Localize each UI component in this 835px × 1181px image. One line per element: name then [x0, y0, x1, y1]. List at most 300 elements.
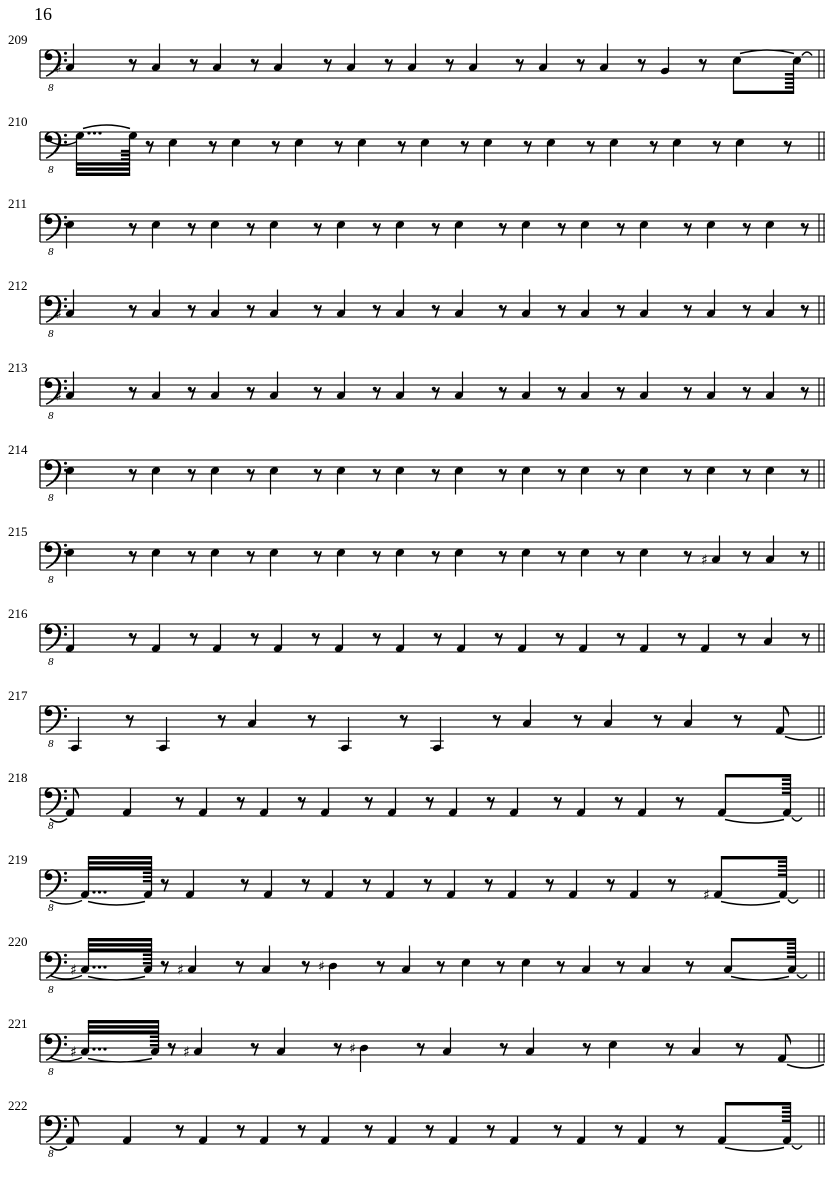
- eighth-rest-icon: [129, 633, 133, 637]
- eighth-rest-icon: [129, 387, 133, 391]
- stem: [328, 1117, 329, 1140]
- eighth-rest-icon: [558, 469, 562, 473]
- tie: [50, 142, 77, 146]
- quarter-note: [156, 717, 170, 752]
- eighth-rest-icon: [499, 305, 503, 309]
- augmentation-dot: [93, 131, 96, 134]
- stem: [66, 472, 67, 495]
- eighth-flag: [74, 1116, 79, 1128]
- quarter-note: [407, 44, 417, 72]
- quarter-note: [765, 290, 775, 318]
- eighth-rest-icon: [363, 879, 367, 883]
- beam: [88, 943, 152, 946]
- stem: [271, 871, 272, 894]
- quarter-note: [576, 1117, 586, 1145]
- tie: [83, 125, 130, 129]
- stem: [547, 144, 548, 167]
- eighth-rest-icon: [802, 633, 806, 637]
- measure-number: 215: [8, 524, 28, 539]
- eighth-rest-icon: [373, 223, 377, 227]
- quarter-note: [765, 372, 775, 400]
- sharp-icon: ♯: [183, 1044, 190, 1061]
- eighth-rest-icon: [365, 1125, 369, 1129]
- stem: [344, 372, 345, 395]
- stem: [130, 789, 131, 812]
- quarter-note: [269, 220, 279, 248]
- quarter-note: [448, 789, 458, 817]
- quarter-note: [395, 548, 405, 576]
- eighth-rest-icon: [373, 305, 377, 309]
- stem: [773, 290, 774, 313]
- eighth-rest-icon: [188, 223, 192, 227]
- bass-clef-icon: [64, 715, 67, 718]
- quarter-note: [700, 625, 710, 653]
- stem: [159, 372, 160, 395]
- quarter-note: [576, 789, 586, 817]
- partial-beam: [782, 778, 791, 781]
- stem: [725, 1102, 726, 1141]
- beam: [88, 866, 152, 869]
- eighth-flag: [784, 706, 789, 718]
- eighth-rest-icon: [500, 1043, 504, 1047]
- partial-beam: [782, 1120, 791, 1123]
- bass-clef-icon: [64, 1125, 67, 1128]
- stem: [721, 856, 722, 895]
- stem: [270, 472, 271, 495]
- eighth-rest-icon: [298, 1125, 302, 1129]
- quarter-note: [65, 625, 75, 653]
- eighth-rest-icon: [302, 961, 306, 965]
- eighth-rest-icon: [499, 223, 503, 227]
- eighth-rest-icon: [684, 305, 688, 309]
- partial-beam: [778, 874, 787, 877]
- eighth-rest-icon: [577, 59, 581, 63]
- quarter-note: [637, 789, 647, 817]
- eighth-rest-icon: [607, 879, 611, 883]
- partial-beam: [121, 150, 130, 152]
- partial-beam: [787, 956, 796, 959]
- stem: [201, 1028, 202, 1051]
- eighth-rest-icon: [743, 387, 747, 391]
- measure-number: 220: [8, 934, 28, 949]
- quarter-note: [65, 220, 75, 248]
- eighth-rest-icon: [801, 387, 805, 391]
- stem: [725, 774, 726, 813]
- quarter-note: [395, 220, 405, 248]
- quarter-note: [706, 466, 716, 494]
- quarter-note: [454, 290, 464, 318]
- stem: [403, 372, 404, 395]
- stem: [462, 964, 463, 987]
- measure-number: 210: [8, 114, 28, 129]
- eighth-rest-icon: [188, 551, 192, 555]
- stem: [73, 44, 74, 67]
- stem: [328, 789, 329, 812]
- eighth-rest-icon: [426, 1125, 430, 1129]
- stem: [708, 625, 709, 648]
- eighth-rest-icon: [241, 879, 245, 883]
- quarter-note: [198, 789, 208, 817]
- quarter-note: [448, 1117, 458, 1145]
- measure-number: 217: [8, 688, 28, 703]
- stem: [277, 290, 278, 313]
- stem: [529, 372, 530, 395]
- eighth-rest-icon: [558, 223, 562, 227]
- eighth-rest-icon: [801, 305, 805, 309]
- eighth-rest-icon: [129, 223, 133, 227]
- quarter-note: [580, 466, 590, 494]
- partial-beam: [782, 792, 791, 795]
- bass-clef-icon: [64, 633, 67, 636]
- beam: [88, 1020, 159, 1023]
- quarter-note: [629, 871, 639, 899]
- eighth-rest-icon: [554, 1125, 558, 1129]
- stem: [329, 967, 330, 990]
- octave-8-label: 8: [48, 328, 54, 340]
- tie: [731, 977, 789, 981]
- eighth-rest-icon: [373, 469, 377, 473]
- beam: [721, 856, 787, 859]
- quarter-note: [521, 958, 531, 986]
- eighth-rest-icon: [743, 223, 747, 227]
- tie: [792, 1146, 802, 1150]
- stem: [211, 226, 212, 249]
- measure-number: 218: [8, 770, 28, 785]
- stem: [640, 554, 641, 577]
- stem: [396, 472, 397, 495]
- tie: [797, 975, 807, 979]
- quarter-note: [430, 717, 444, 752]
- quarter-note: [336, 290, 346, 318]
- eighth-rest-icon: [699, 59, 703, 63]
- eighth-rest-icon: [251, 633, 255, 637]
- measure-number: 212: [8, 278, 28, 293]
- stem: [281, 44, 282, 67]
- eighth-rest-icon: [176, 797, 180, 801]
- quarter-note: [580, 372, 590, 400]
- stem: [647, 372, 648, 395]
- stem: [130, 1117, 131, 1140]
- quarter-note: [468, 44, 478, 72]
- quarter-note: [231, 138, 241, 166]
- eighth-rest-icon: [190, 59, 194, 63]
- stem: [395, 789, 396, 812]
- partial-beam: [782, 1115, 791, 1118]
- page-number: 16: [34, 4, 52, 24]
- quarter-note: [338, 717, 352, 752]
- quarter-note: [580, 220, 590, 248]
- quarter-note: [456, 625, 466, 653]
- eighth-rest-icon: [558, 305, 562, 309]
- stem: [277, 372, 278, 395]
- eighth-rest-icon: [373, 387, 377, 391]
- system-measure-212: [8, 278, 825, 340]
- quarter-note: [735, 138, 745, 166]
- stem: [73, 625, 74, 648]
- sharp-icon: ♯: [55, 60, 62, 77]
- stem: [522, 964, 523, 987]
- augmentation-dot: [103, 1047, 106, 1050]
- beam: [725, 774, 791, 777]
- stem: [358, 144, 359, 167]
- eighth-rest-icon: [736, 1043, 740, 1047]
- quarter-note: [185, 871, 195, 899]
- system-measure-219: [8, 852, 825, 914]
- stem: [360, 1049, 361, 1072]
- quarter-note: [273, 44, 283, 72]
- stem: [269, 946, 270, 969]
- tie: [50, 901, 82, 905]
- quarter-note: [639, 372, 649, 400]
- partial-beam: [143, 954, 152, 956]
- quarter-note: [509, 789, 519, 817]
- quarter-note: [483, 138, 493, 166]
- quarter-note: [546, 138, 556, 166]
- eighth-rest-icon: [801, 469, 805, 473]
- bass-clef-icon: [64, 790, 67, 793]
- quarter-note: [324, 871, 334, 899]
- octave-8-label: 8: [48, 492, 54, 504]
- eighth-rest-icon: [617, 469, 621, 473]
- stem: [454, 871, 455, 894]
- quarter-note: [420, 138, 430, 166]
- eighth-rest-icon: [247, 387, 251, 391]
- stem: [707, 226, 708, 249]
- eighth-rest-icon: [308, 715, 312, 719]
- stem: [584, 789, 585, 812]
- stem: [88, 938, 89, 970]
- beam: [88, 1030, 159, 1033]
- stem: [588, 290, 589, 313]
- eighth-rest-icon: [302, 879, 306, 883]
- eighth-rest-icon: [385, 59, 389, 63]
- quarter-note: [385, 871, 395, 899]
- eighth-rest-icon: [146, 141, 150, 145]
- stem: [166, 717, 167, 747]
- quarter-note: [446, 871, 456, 899]
- stem: [637, 871, 638, 894]
- stem: [647, 625, 648, 648]
- octave-8-label: 8: [48, 902, 54, 914]
- eighth-rest-icon: [298, 797, 302, 801]
- stem: [525, 625, 526, 648]
- system-measure-221: [8, 1016, 825, 1078]
- measure-number: 221: [8, 1016, 28, 1031]
- augmentation-dot: [98, 890, 101, 893]
- quarter-note: [210, 548, 220, 576]
- bass-clef-icon: [64, 380, 67, 383]
- quarter-note: [517, 625, 527, 653]
- eighth-rest-icon: [129, 59, 133, 63]
- quarter-note: [454, 548, 464, 576]
- stem: [530, 700, 531, 723]
- partial-beam: [782, 1106, 791, 1109]
- eighth-rest-icon: [432, 387, 436, 391]
- stem: [218, 372, 219, 395]
- eighth-rest-icon: [554, 797, 558, 801]
- stem: [267, 1117, 268, 1140]
- tie: [725, 1148, 784, 1152]
- stem: [409, 946, 410, 969]
- stem: [440, 717, 441, 747]
- stem: [522, 226, 523, 249]
- eighth-flag: [74, 788, 79, 800]
- eighth-rest-icon: [247, 551, 251, 555]
- stem: [211, 554, 212, 577]
- bass-clef-icon: [45, 951, 62, 979]
- augmentation-dot: [103, 890, 106, 893]
- eighth-rest-icon: [314, 469, 318, 473]
- bass-clef-icon: [45, 541, 62, 569]
- quarter-note: [122, 1117, 132, 1145]
- quarter-note: [599, 44, 609, 72]
- eighth-rest-icon: [801, 551, 805, 555]
- stem: [159, 625, 160, 648]
- partial-beam: [787, 942, 796, 945]
- quarter-note: [691, 1028, 701, 1056]
- stem: [586, 625, 587, 648]
- eighth-rest-icon: [497, 961, 501, 965]
- partial-beam: [143, 876, 152, 878]
- stem: [348, 717, 349, 747]
- eighth-rest-icon: [432, 305, 436, 309]
- tie: [88, 902, 145, 906]
- tie: [88, 977, 145, 981]
- quarter-note: [320, 1117, 330, 1145]
- quarter-note: [395, 466, 405, 494]
- bass-clef-icon: [64, 305, 67, 308]
- eighth-rest-icon: [686, 961, 690, 965]
- quarter-note: [395, 372, 405, 400]
- partial-beam: [785, 77, 794, 80]
- sharp-icon: ♯: [318, 959, 325, 975]
- stem: [476, 44, 477, 67]
- stem: [220, 44, 221, 67]
- stem: [673, 144, 674, 167]
- augmentation-dot: [92, 890, 95, 893]
- quarter-note: [210, 466, 220, 494]
- beam: [733, 91, 794, 94]
- quarter-note: [608, 1040, 618, 1068]
- stem: [733, 61, 734, 95]
- quarter-note: [641, 946, 651, 974]
- stem: [270, 554, 271, 577]
- quarter-note: [336, 466, 346, 494]
- tie: [788, 900, 798, 904]
- stem: [456, 1117, 457, 1140]
- quarter-note: [210, 372, 220, 400]
- quarter-note: [580, 548, 590, 576]
- eighth-rest-icon: [638, 59, 642, 63]
- eighth-rest-icon: [676, 797, 680, 801]
- stem: [295, 144, 296, 167]
- eighth-rest-icon: [314, 551, 318, 555]
- stem: [421, 144, 422, 167]
- quarter-note: [68, 717, 82, 752]
- partial-beam: [150, 1044, 159, 1046]
- stem: [211, 472, 212, 495]
- stem: [395, 1117, 396, 1140]
- system-measure-214: [8, 442, 825, 504]
- stem: [344, 290, 345, 313]
- quarter-note: [580, 290, 590, 318]
- quarter-note: [259, 1117, 269, 1145]
- stem: [169, 144, 170, 167]
- quarter-note: [454, 372, 464, 400]
- system-measure-217: [8, 688, 825, 752]
- quarter-note: [509, 1117, 519, 1145]
- bass-clef-icon: [64, 872, 67, 875]
- partial-beam: [121, 158, 130, 160]
- stem: [456, 789, 457, 812]
- sharp-icon: ♯: [55, 306, 62, 323]
- quarter-note: [765, 220, 775, 248]
- stem: [255, 700, 256, 723]
- quarter-note: [269, 290, 279, 318]
- bass-clef-icon: [64, 954, 67, 957]
- eighth-rest-icon: [247, 469, 251, 473]
- bass-clef-icon: [64, 544, 67, 547]
- bass-clef-icon: [64, 462, 67, 465]
- bass-clef-icon: [64, 298, 67, 301]
- quarter-note: [212, 625, 222, 653]
- quarter-note: [521, 290, 531, 318]
- quarter-note: [765, 536, 775, 564]
- eighth-rest-icon: [516, 59, 520, 63]
- eighth-rest-icon: [324, 59, 328, 63]
- bass-clef-icon: [45, 213, 62, 241]
- eighth-rest-icon: [650, 141, 654, 145]
- quarter-note: [168, 138, 178, 166]
- partial-beam: [150, 1036, 159, 1038]
- octave-8-label: 8: [48, 820, 54, 832]
- quarter-note: [273, 625, 283, 653]
- partial-beam: [143, 880, 152, 882]
- quarter-note: [683, 700, 693, 728]
- bass-clef-icon: [64, 1036, 67, 1039]
- bass-clef-icon: [45, 1033, 62, 1061]
- bass-clef-icon: [64, 626, 67, 629]
- stem: [714, 372, 715, 395]
- quarter-note: [639, 625, 649, 653]
- stem: [785, 1035, 786, 1058]
- eighth-rest-icon: [188, 387, 192, 391]
- eighth-rest-icon: [400, 715, 404, 719]
- stem: [581, 472, 582, 495]
- quarter-note: [122, 789, 132, 817]
- stem: [581, 554, 582, 577]
- eighth-rest-icon: [546, 879, 550, 883]
- quarter-note: [210, 290, 220, 318]
- stem: [464, 625, 465, 648]
- eighth-rest-icon: [334, 1043, 338, 1047]
- quarter-note: [336, 220, 346, 248]
- tie: [50, 1058, 82, 1062]
- eighth-rest-icon: [424, 879, 428, 883]
- quarter-note: [609, 138, 619, 166]
- quarter-note: [212, 44, 222, 72]
- eighth-rest-icon: [218, 715, 222, 719]
- partial-beam: [785, 82, 794, 85]
- stem: [607, 44, 608, 67]
- stem: [195, 946, 196, 969]
- quarter-note: [568, 871, 578, 899]
- bass-clef-icon: [64, 1118, 67, 1121]
- partial-beam: [778, 869, 787, 872]
- partial-beam: [782, 1111, 791, 1114]
- quarter-note: [639, 466, 649, 494]
- bass-clef-icon: [45, 869, 62, 897]
